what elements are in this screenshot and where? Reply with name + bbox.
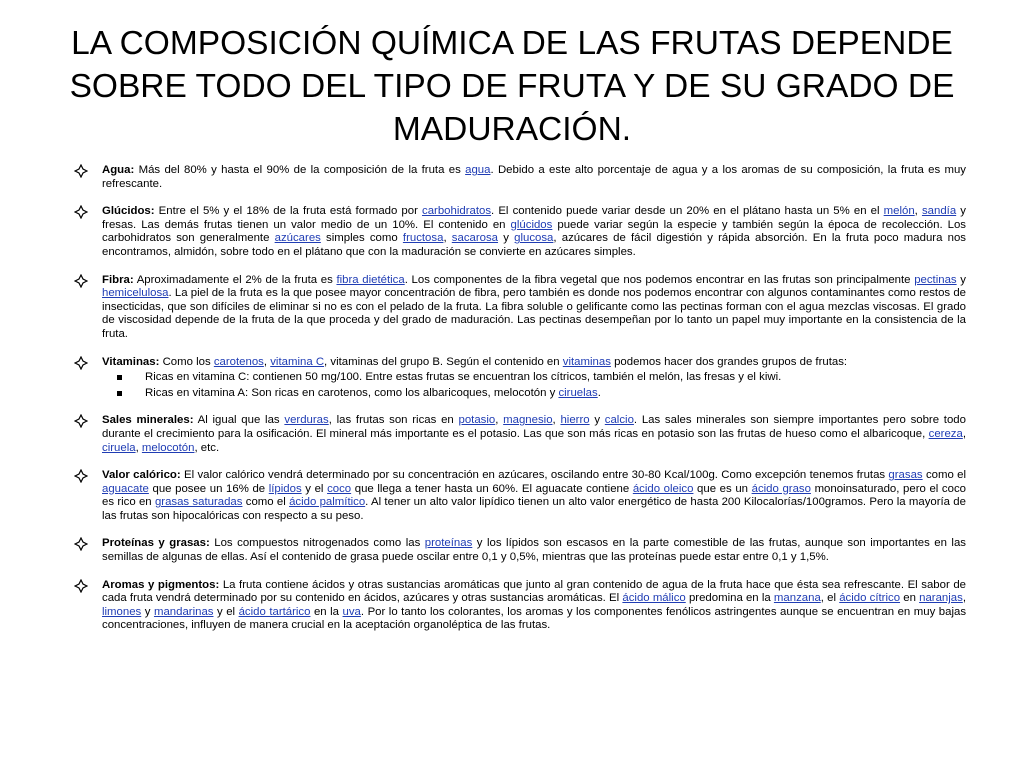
link[interactable]: coco bbox=[327, 482, 352, 495]
text-run: . Los componentes de la fibra vegetal que nos podemos encontrar en las frutas son principalmente bbox=[404, 273, 915, 286]
text-run: , etc. bbox=[194, 441, 220, 454]
link[interactable]: fructosa bbox=[402, 232, 444, 245]
link[interactable]: ciruelas bbox=[558, 386, 598, 399]
link[interactable]: ácido oleico bbox=[632, 482, 694, 495]
bullet-label: Fibra: bbox=[102, 273, 134, 286]
diamond-bullet-icon bbox=[74, 414, 88, 428]
bullet-text bbox=[102, 414, 966, 455]
slide-title: LA COMPOSICIÓN QUÍMICA DE LAS FRUTAS DEPENDE SOBRE TODO DEL TIPO DE FRUTA Y DE SU GRADO DE MADURACIÓN. bbox=[69, 25, 955, 148]
text-run: como el bbox=[242, 496, 290, 509]
text-run: Aproximadamente el 2% de la fruta es bbox=[133, 273, 337, 286]
text-run: , bbox=[914, 205, 922, 218]
text-run: , bbox=[962, 427, 966, 440]
link[interactable]: limones bbox=[102, 605, 142, 618]
diamond-bullet-icon bbox=[74, 537, 88, 551]
link[interactable]: uva bbox=[342, 605, 361, 618]
text-run: . Debido a este alto porcentaje de agua y a los aromas de su composición, la fruta es muy refrescante. bbox=[102, 164, 966, 190]
link[interactable]: fibra dietética bbox=[336, 273, 405, 286]
bullet-text bbox=[102, 274, 966, 342]
text-run: como el bbox=[922, 469, 966, 482]
text-run: . La piel de la fruta es la que posee mayor concentración de fibra, pero también es donde nos podemos encontrar con algunos contaminantes como restos de insecticidas, que son difíciles de eliminar si no es con el pelado de la fruta. La fibra soluble o gelificante como las pectinas forman con el agua mezclas viscosas. El grado de viscosidad depende de la fruta de la que proceda y del grado de maduración. Las pectinas desempeñan por lo tanto un papel muy importante en la consistencia de la fruta. bbox=[102, 287, 966, 340]
text-run: y fresas. Las demás frutas tienen un valor medio de un 10%. El contenido en bbox=[102, 205, 966, 231]
text-run: y bbox=[956, 273, 966, 286]
text-run: . El contenido puede variar desde un 20% en el plátano hasta un 5% en el bbox=[491, 205, 884, 218]
link[interactable]: cereza bbox=[928, 427, 963, 440]
sub-bullet-list bbox=[70, 371, 966, 400]
text-run: Entre el 5% y el 18% de la fruta está formado por bbox=[154, 205, 423, 218]
link[interactable]: calcio bbox=[604, 414, 634, 427]
link[interactable]: ácido tartárico bbox=[238, 605, 311, 618]
text-run: , el bbox=[820, 592, 840, 605]
text-run: monoinsaturado, pero el coco es rico en bbox=[102, 482, 966, 509]
bullet-item bbox=[70, 205, 966, 259]
text-run: , bbox=[552, 414, 561, 427]
link[interactable]: ácido graso bbox=[751, 482, 811, 495]
bullet-text bbox=[102, 579, 966, 633]
bullet-label: Glúcidos: bbox=[102, 205, 155, 218]
text-run: puede variar según la especie y también según la época de recolección. Los carbohidratos son generalmente bbox=[102, 218, 966, 245]
link[interactable]: vitamina C bbox=[270, 355, 325, 368]
text-run: y bbox=[589, 414, 605, 427]
link[interactable]: ácido cítrico bbox=[839, 592, 901, 605]
bullet-item bbox=[70, 414, 966, 455]
bullet-text bbox=[102, 205, 966, 259]
text-run: Más del 80% y hasta el 90% de la composición de la fruta es bbox=[134, 164, 466, 176]
link[interactable]: vitaminas bbox=[562, 355, 611, 368]
bullet-text bbox=[102, 469, 966, 523]
link[interactable]: melón bbox=[883, 205, 915, 218]
text-run: , bbox=[135, 441, 142, 454]
link[interactable]: potasio bbox=[458, 414, 496, 427]
bullet-item bbox=[70, 469, 966, 523]
text-run: en bbox=[900, 592, 920, 605]
bullet-label: Valor calórico: bbox=[102, 469, 181, 482]
text-run: y bbox=[498, 232, 515, 245]
link[interactable]: glucosa bbox=[514, 232, 554, 245]
link[interactable]: aguacate bbox=[102, 482, 149, 495]
bullet-label: Vitaminas: bbox=[102, 355, 160, 368]
bullet-item bbox=[70, 537, 966, 564]
bullet-text bbox=[102, 164, 966, 191]
text-run: Como los bbox=[159, 355, 214, 368]
bullet-label: Sales minerales: bbox=[102, 414, 194, 427]
text-run: . Por lo tanto los colorantes, los aromas y los componentes fenólicos astringentes aunque se encuentran en muy bajas concentraciones, influyen de manera crucial en la aceptación organoléptica de las frutas. bbox=[102, 605, 967, 632]
text-run: Ricas en vitamina C: contienen 50 mg/100. Entre estas frutas se encuentran los cítricos, también el melón, las fresas y el kiwi. bbox=[145, 371, 782, 384]
diamond-bullet-icon bbox=[74, 356, 88, 370]
text-run: predomina en la bbox=[685, 592, 774, 605]
link[interactable]: pectinas bbox=[914, 273, 957, 286]
text-run: , bbox=[263, 355, 271, 368]
text-run: , azúcares de fácil digestión y rápida absorción. En la fruta poco madura nos encontramos, almidón, sobre todo en el plátano que con la maduración se convierte en azúcares simples. bbox=[102, 232, 966, 258]
link[interactable]: ácido málico bbox=[622, 592, 686, 605]
square-bullet-icon bbox=[117, 375, 122, 380]
text-run: Los compuestos nitrogenados como las bbox=[209, 537, 425, 550]
link[interactable]: naranjas bbox=[919, 592, 963, 605]
sub-bullet-item bbox=[70, 371, 966, 385]
text-run: , bbox=[443, 232, 452, 245]
bullet-item bbox=[70, 579, 966, 633]
link[interactable]: hemicelulosa bbox=[102, 287, 169, 300]
link[interactable]: carbohidratos bbox=[422, 205, 492, 218]
text-run: , bbox=[962, 592, 966, 605]
link[interactable]: ciruela bbox=[102, 441, 136, 454]
link[interactable]: ácido palmítico bbox=[289, 496, 366, 509]
diamond-bullet-icon bbox=[74, 274, 88, 288]
bullet-label: Agua: bbox=[102, 164, 135, 176]
sub-bullet-item bbox=[70, 387, 966, 401]
text-run: en la bbox=[310, 605, 343, 618]
link[interactable]: melocotón bbox=[141, 441, 195, 454]
bullet-text bbox=[102, 537, 966, 564]
text-run: Ricas en vitamina A: Son ricas en carotenos, como los albaricoques, melocotón y bbox=[145, 386, 559, 399]
text-run: . Las sales minerales son siempre importantes pero sobre todo durante el crecimiento para la osificación. El mineral más importante es el potasio. Las que son más ricas en potasio son las frutas de hueso como el albaricoque, bbox=[102, 414, 966, 440]
link[interactable]: sacarosa bbox=[451, 232, 499, 245]
text-run: Al igual que las bbox=[193, 414, 285, 427]
bullet-item bbox=[70, 356, 966, 401]
diamond-bullet-icon bbox=[74, 205, 88, 219]
link[interactable]: hierro bbox=[560, 414, 590, 427]
diamond-bullet-icon bbox=[74, 164, 88, 178]
link[interactable]: carotenos bbox=[213, 355, 264, 368]
text-run: . bbox=[597, 386, 601, 399]
text-run: que posee un 16% de bbox=[148, 482, 269, 495]
text-run: , vitaminas del grupo B. Según el contenido en bbox=[324, 355, 563, 368]
text-run: , bbox=[495, 414, 504, 427]
link[interactable]: grasas saturadas bbox=[154, 496, 243, 509]
text-run: El valor calórico vendrá determinado por su concentración en azúcares, oscilando entre 30-80 Kcal/100g. Como excepción tenemos frutas bbox=[180, 469, 889, 482]
link[interactable]: proteínas bbox=[424, 537, 473, 550]
text-run: y el bbox=[213, 605, 239, 618]
bullet-text bbox=[102, 356, 966, 370]
link[interactable]: mandarinas bbox=[153, 605, 214, 618]
link[interactable]: sandía bbox=[921, 205, 957, 218]
text-run: y bbox=[141, 605, 154, 618]
text-run: que es un bbox=[693, 482, 752, 495]
link[interactable]: verduras bbox=[284, 414, 329, 427]
bullet-item bbox=[70, 164, 966, 191]
link[interactable]: azúcares bbox=[274, 232, 321, 245]
text-run: La fruta contiene ácidos y otras sustancias aromáticas que junto al gran contenido de agua de la fruta hace que ésta sea refrescante. El sabor de cada fruta vendrá determinado por su contenido en ácidos, azúcares y otras sustancias aromáticas. El bbox=[102, 578, 967, 605]
link[interactable]: lípidos bbox=[268, 482, 302, 495]
text-run: . Al tener un alto valor lipídico tienen un alto valor energético de hasta 200 Kilocalorías/100gramos. Pero la mayoría de las frutas son hipocalóricas con respecto a su peso. bbox=[102, 496, 966, 522]
text-run: y los lípidos son escasos en la parte comestible de las frutas, aunque son importantes en las semillas de algunas de ellas. Así el contenido de grasa puede oscilar entre 0,1 y 0,5%, mientras que las proteínas puede estar entre 0,1 y 1,5%. bbox=[102, 537, 966, 564]
bullet-item bbox=[70, 274, 966, 342]
square-bullet-icon bbox=[117, 391, 122, 396]
text-run: y el bbox=[301, 482, 328, 495]
link[interactable]: manzana bbox=[773, 592, 821, 605]
diamond-bullet-icon bbox=[74, 579, 88, 593]
text-run: , las frutas son ricas en bbox=[328, 414, 459, 427]
link[interactable]: glúcidos bbox=[510, 218, 553, 231]
text-run: podemos hacer dos grandes grupos de frutas: bbox=[610, 355, 848, 368]
bullet-list bbox=[70, 164, 966, 647]
link[interactable]: magnesio bbox=[503, 414, 553, 427]
link[interactable]: agua bbox=[465, 164, 491, 176]
text-run: simples como bbox=[320, 232, 403, 245]
bullet-label: Proteínas y grasas: bbox=[102, 537, 210, 550]
diamond-bullet-icon bbox=[74, 469, 88, 483]
text-run: que llega a tener hasta un 60%. El aguacate contiene bbox=[351, 482, 633, 495]
link[interactable]: grasas bbox=[888, 469, 923, 482]
bullet-label: Aromas y pigmentos: bbox=[102, 578, 220, 591]
